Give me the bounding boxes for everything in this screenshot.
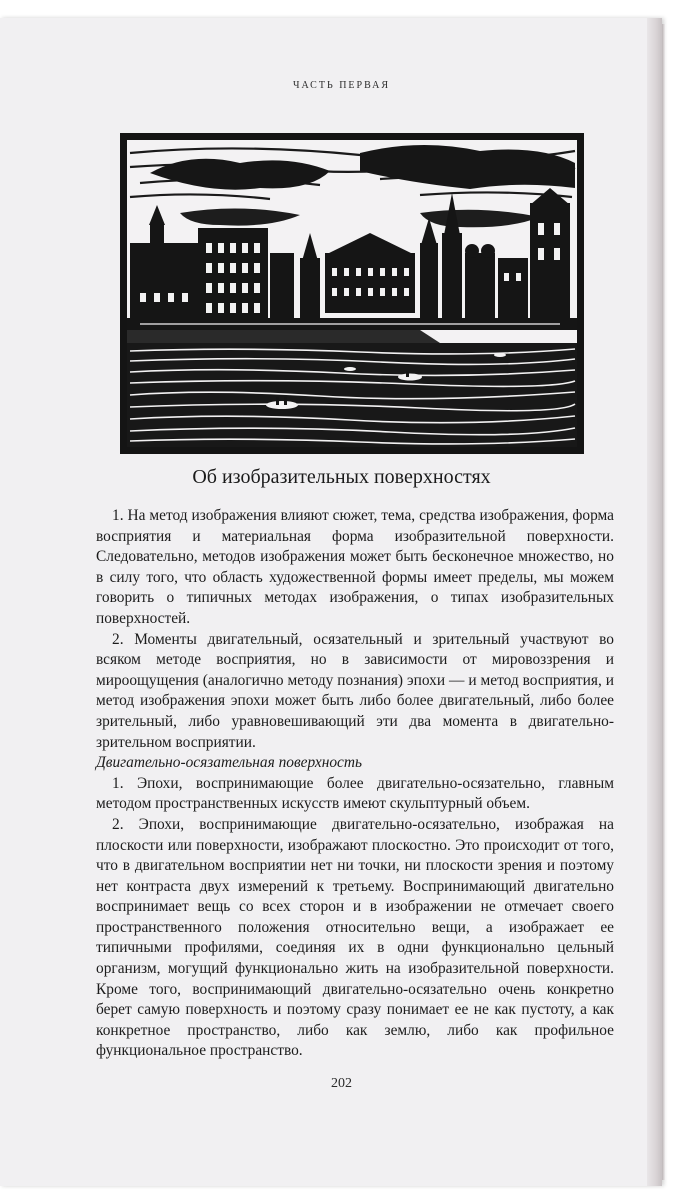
paragraph-1: 1. На метод изображения влияют сюжет, тема, средства изображения, форма восприятия и материальная форма изобразительной поверхности. Следовательно, методов изображения может быть бесконечное множество, но в силу того, что область художественной формы имеет пределы, мы можем говорить о типичных методах изображения, о типах изобразительных поверхностей. (96, 507, 614, 627)
section-paragraph-1: 1. Эпохи, воспринимающие более двигательно-осязательно, главным методом пространственных искусств имеют скульптурный объем. (96, 774, 614, 813)
page-number: 202 (331, 1076, 352, 1091)
page-edge (662, 24, 666, 1180)
woodcut-illustration-icon (120, 133, 584, 454)
section-heading: Двигательно-осязательная поверхность (96, 754, 362, 772)
running-head: ЧАСТЬ ПЕРВАЯ (292, 80, 391, 91)
section-paragraph-2: 2. Эпохи, воспринимающие двигательно-осязательно, изображая на плоскости или поверхности, изображают плоскостно. Это происходит от того, что в двигательном восприятии нет ни точки, ни плоскости зрения и поэтому нет контраста двух измерений к третьему. Воспринимающий двигательно воспринимает вещь со всех сторон и в изображении не отмечает своего пространственного положения относительно вещи, а изображает ее типичными профилями, соединяя их в одни функционально цельный организм, могущий функционально жить на изобразительной поверхности. Кроме того, воспринимающий двигательно-осязательно очень конкретно берет самую поверхность и поэтому сразу понимает ее не как пустоту, а как конкретное пространство, либо как землю, либо как профильное функциональное пространство. (96, 815, 614, 1060)
body-text (96, 506, 614, 1062)
book-spine-shadow (647, 18, 662, 1186)
paragraph-2: 2. Моменты двигательный, осязательный и зрительный участвуют во всяком методе восприятия, но в зависимости от мировоззрения и мироощущения (аналогично методу познания) эпохи — и метод восприятия, и метод изображения эпохи может быть либо более двигательный, либо более зрительный, либо уравновешивающий эти два момента в двигательно-зрительном восприятии. (96, 630, 614, 751)
chapter-title: Об изобразительных поверхностях (192, 466, 491, 488)
